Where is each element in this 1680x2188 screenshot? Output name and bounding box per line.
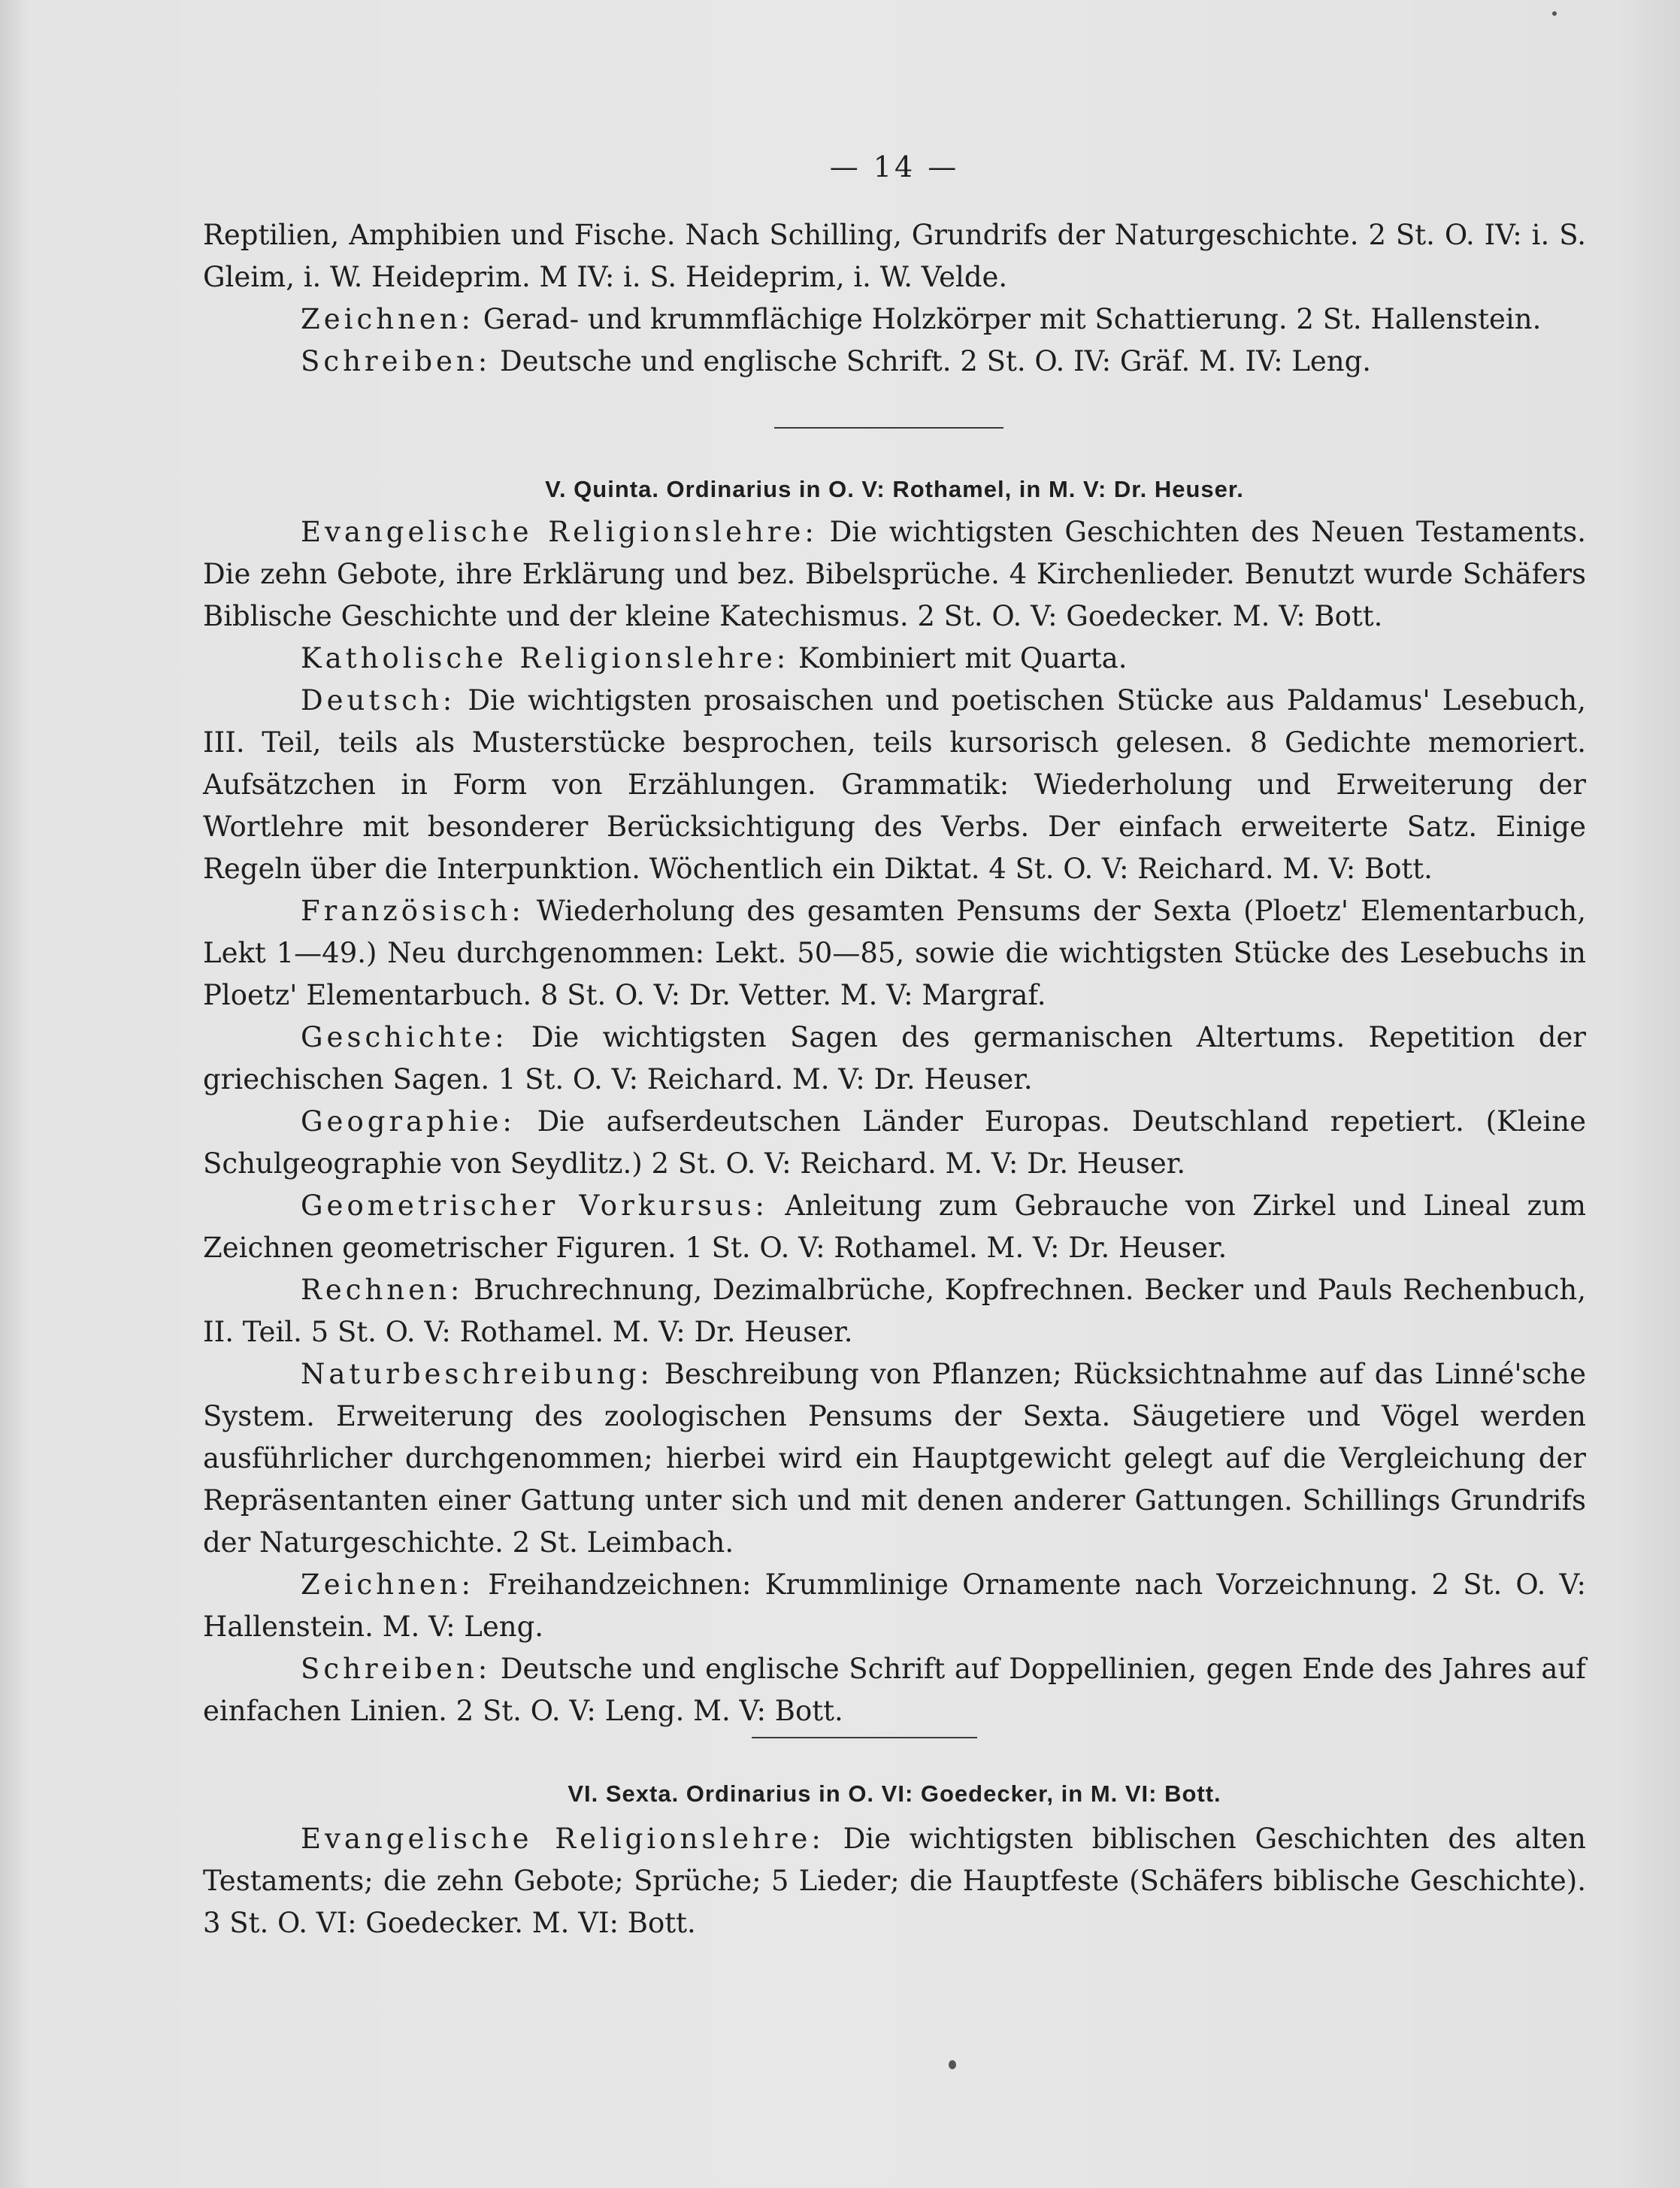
item-label: Geometrischer Vorkursus:	[301, 1189, 768, 1222]
item-label: Rechnen:	[301, 1274, 464, 1306]
quinta-item-naturbeschreibung	[203, 1353, 1586, 1564]
sexta-heading: VI. Sexta. Ordinarius in O. VI: Goedecker, in M. VI: Bott.	[568, 1780, 1221, 1807]
top-paragraph-3	[203, 341, 1586, 383]
schreiben-text: Deutsche und englische Schrift. 2 St. O. IV: Gräf. M. IV: Leng.	[491, 345, 1372, 377]
item-text: Bruchrechnung, Dezimalbrüche, Kopfrechnen. Becker und Pauls Rechenbuch, II. Teil. 5 St. O. V: Rothamel. M. V: Dr. Heuser.	[203, 1274, 1586, 1348]
page-number: — 14 —	[829, 150, 960, 183]
item-label: Naturbeschreibung:	[301, 1358, 653, 1390]
quinta-item-rechnen	[203, 1269, 1586, 1353]
item-text: Die wichtigsten prosaischen und poetischen Stücke aus Paldamus' Lesebuch, III. Teil, teils als Musterstücke besprochen, teils kursorisch gelesen. 8 Gedichte memoriert. Aufsätzchen in Form von Erzählungen. Grammatik: Wiederholung und Erweiterung der Wortlehre mit besonderer Berücksichtigung des Verbs. Der einfach erweiterte Satz. Einige Regeln über die Interpunktion. Wöchentlich ein Diktat. 4 St. O. V: Reichard. M. V: Bott.	[203, 684, 1586, 885]
quinta-item-geometrie	[203, 1185, 1586, 1269]
quinta-section	[203, 511, 1586, 1732]
item-text: Die wichtigsten Sagen des germanischen Altertums. Repetition der griechischen Sagen. 1 St. O. V: Reichard. M. V: Dr. Heuser.	[203, 1021, 1586, 1096]
top-paragraph-2	[203, 299, 1586, 341]
item-text: Freihandzeichnen: Krummlinige Ornamente nach Vorzeichnung. 2 St. O. V: Hallenstein. M. V: Leng.	[203, 1568, 1586, 1643]
quinta-item-religion-ev	[203, 511, 1586, 638]
ink-speck	[1552, 11, 1557, 16]
quinta-item-franzoesisch	[203, 890, 1586, 1017]
item-text: Die wichtigsten Geschichten des Neuen Testaments. Die zehn Gebote, ihre Erklärung und bez. Bibelsprüche. 4 Kirchenlieder. Benutzt wurde Schäfers Biblische Geschichte und der kleine Katechismus. 2 St. O. V: Goedecker. M. V: Bott.	[203, 516, 1587, 632]
item-text: Kombiniert mit Quarta.	[789, 642, 1128, 674]
item-text: Die wichtigsten biblischen Geschichten des alten Testaments; die zehn Gebote; Sprüche; 5 Lieder; die Hauptfeste (Schäfers biblische Geschichte). 3 St. O. VI: Goedecker. M. VI: Bott.	[203, 1823, 1587, 1939]
item-label: Evangelische Religionslehre:	[301, 516, 818, 548]
item-label: Deutsch:	[301, 684, 456, 717]
quinta-item-zeichnen	[203, 1564, 1586, 1648]
top-text-1: Reptilien, Amphibien und Fische. Nach Schilling, Grundrifs der Naturgeschichte. 2 St. O. IV: i. S. Gleim, i. W. Heideprim. M IV: i. S. Heideprim, i. W. Velde.	[203, 219, 1586, 293]
item-label: Schreiben:	[301, 1653, 492, 1685]
item-label: Französisch:	[301, 895, 525, 927]
item-text: Wiederholung des gesamten Pensums der Sexta (Ploetz' Elementarbuch, Lekt 1—49.) Neu durchgenommen: Lekt. 50—85, sowie die wichtigsten Stücke des Lesebuchs in Ploetz' Elementarbuch. 8 St. O. V: Dr. Vetter. M. V: Margraf.	[203, 895, 1586, 1011]
zeichnen-text: Gerad- und krummflächige Holzkörper mit Schattierung. 2 St. Hallenstein.	[474, 303, 1542, 335]
schreiben-label: Schreiben:	[301, 345, 492, 377]
item-label: Geographie:	[301, 1105, 516, 1138]
section-divider-2	[752, 1737, 977, 1738]
item-label: Zeichnen:	[301, 1568, 475, 1601]
ink-speck	[949, 2060, 956, 2069]
item-text: Beschreibung von Pflanzen; Rücksichtnahme auf das Linné'sche System. Erweiterung des zoologischen Pensums der Sexta. Säugetiere und Vögel werden ausführlicher durchgenommen; hierbei wird ein Hauptgewicht gelegt auf die Vergleichung der Repräsentanten einer Gattung unter sich und mit denen anderer Gattungen. Schillings Grundrifs der Naturgeschichte. 2 St. Leimbach.	[203, 1358, 1586, 1559]
sexta-section	[203, 1818, 1586, 1944]
quinta-item-religion-kath	[203, 638, 1586, 680]
quinta-item-schreiben	[203, 1648, 1586, 1732]
item-text: Die aufserdeutschen Länder Europas. Deutschland repetiert. (Kleine Schulgeographie von Seydlitz.) 2 St. O. V: Reichard. M. V: Dr. Heuser.	[203, 1105, 1586, 1180]
section-divider-1	[774, 427, 1003, 429]
top-section	[203, 214, 1586, 383]
quinta-item-deutsch	[203, 680, 1586, 890]
item-text: Anleitung zum Gebrauche von Zirkel und Lineal zum Zeichnen geometrischer Figuren. 1 St. O. V: Rothamel. M. V: Dr. Heuser.	[203, 1189, 1586, 1264]
item-label: Evangelische Religionslehre:	[301, 1823, 825, 1855]
item-label: Geschichte:	[301, 1021, 508, 1053]
quinta-item-geschichte	[203, 1017, 1586, 1101]
item-label: Katholische Religionslehre:	[301, 642, 790, 674]
top-paragraph-1	[203, 214, 1586, 299]
quinta-item-geographie	[203, 1101, 1586, 1185]
item-text: Deutsche und englische Schrift auf Doppellinien, gegen Ende des Jahres auf einfachen Linien. 2 St. O. V: Leng. M. V: Bott.	[203, 1653, 1586, 1727]
quinta-heading: V. Quinta. Ordinarius in O. V: Rothamel, in M. V: Dr. Heuser.	[545, 476, 1244, 502]
zeichnen-label: Zeichnen:	[301, 303, 475, 335]
sexta-item-religion-ev	[203, 1818, 1586, 1944]
